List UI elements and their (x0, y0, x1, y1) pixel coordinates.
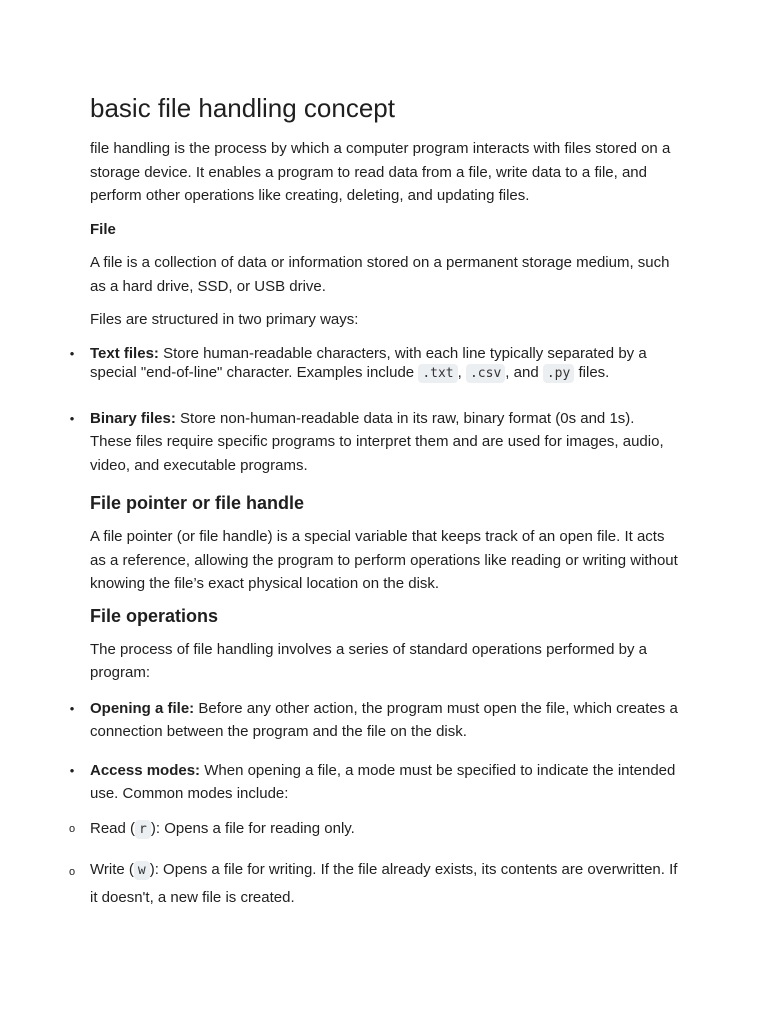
file-types-list (69, 344, 680, 478)
circle-bullet-icon: o (68, 822, 76, 835)
opening-file-label: Opening a file: (90, 699, 195, 717)
code-r: r (135, 820, 151, 839)
code-txt: .txt (418, 364, 457, 383)
intro-paragraph: file handling is the process by which a computer program interacts with files stored on a storage device. It enables a program to read data from a file, write data to a file, and perform other operations like creating, deleting, and updating files. (90, 140, 671, 204)
list-item-write-mode (68, 856, 680, 911)
file-operations-intro: The process of file handling involves a series of standard operations performed by a program: (90, 640, 647, 681)
binary-files-desc: Store non-human-readable data in its raw, binary format (0s and 1s). These files require specific programs to interpret them and are used for images, audio, video, and executable programs. (90, 409, 664, 474)
list-item-opening-file (69, 697, 680, 744)
page-title: basic file handling concept (90, 93, 395, 123)
circle-bullet-icon: o (68, 866, 76, 878)
separator: , (457, 363, 466, 381)
file-pointer-text: A file pointer (or file handle) is a special variable that keeps track of an open file. It acts as a reference, allowing the program to perform operations like reading or writing without knowing the file’s exact physical location on the disk. (90, 528, 678, 592)
file-definition: A file is a collection of data or information stored on a permanent storage medium, such as a hard drive, SSD, or USB drive. (90, 254, 670, 295)
code-py: .py (543, 364, 574, 383)
bullet-icon: • (69, 410, 75, 426)
list-item-binary-files (69, 407, 680, 478)
text-files-desc: Store human-readable characters, with each line typically separated by a special "end-of-line" character. Examples include (90, 344, 647, 381)
access-modes-desc: When opening a file, a mode must be specified to indicate the intended use. Common modes include: (90, 761, 676, 802)
write-mode-desc: ): Opens a file for writing. If the file already exists, its contents are overwritten. If it doesn't, a new file is created. (90, 861, 678, 906)
code-w: w (134, 861, 150, 880)
file-operations-list (68, 697, 680, 912)
file-pointer-heading: File pointer or file handle (90, 493, 305, 513)
read-mode-desc: ): Opens a file for reading only. (150, 819, 355, 837)
separator: , and (505, 363, 543, 381)
text-files-tail: files. (574, 363, 610, 381)
file-operations-heading: File operations (90, 605, 219, 626)
list-item-read-mode (68, 817, 680, 842)
read-mode-prefix: Read ( (90, 819, 136, 837)
bullet-icon: • (69, 345, 75, 361)
write-mode-prefix: Write ( (90, 861, 134, 878)
opening-file-desc: Before any other action, the program must open the file, which creates a connection between the program and the file on the disk. (90, 699, 678, 740)
file-structure-intro: Files are structured in two primary ways: (90, 311, 359, 328)
bullet-icon: • (69, 762, 75, 778)
list-item-text-files (69, 344, 680, 383)
list-item-access-modes (69, 759, 680, 806)
bullet-icon: • (69, 700, 75, 716)
file-label: File (90, 220, 116, 238)
code-csv: .csv (466, 364, 505, 383)
access-modes-label: Access modes: (90, 761, 201, 779)
binary-files-label: Binary files: (90, 409, 176, 427)
text-files-label: Text files: (90, 344, 159, 362)
document-page (68, 92, 680, 928)
